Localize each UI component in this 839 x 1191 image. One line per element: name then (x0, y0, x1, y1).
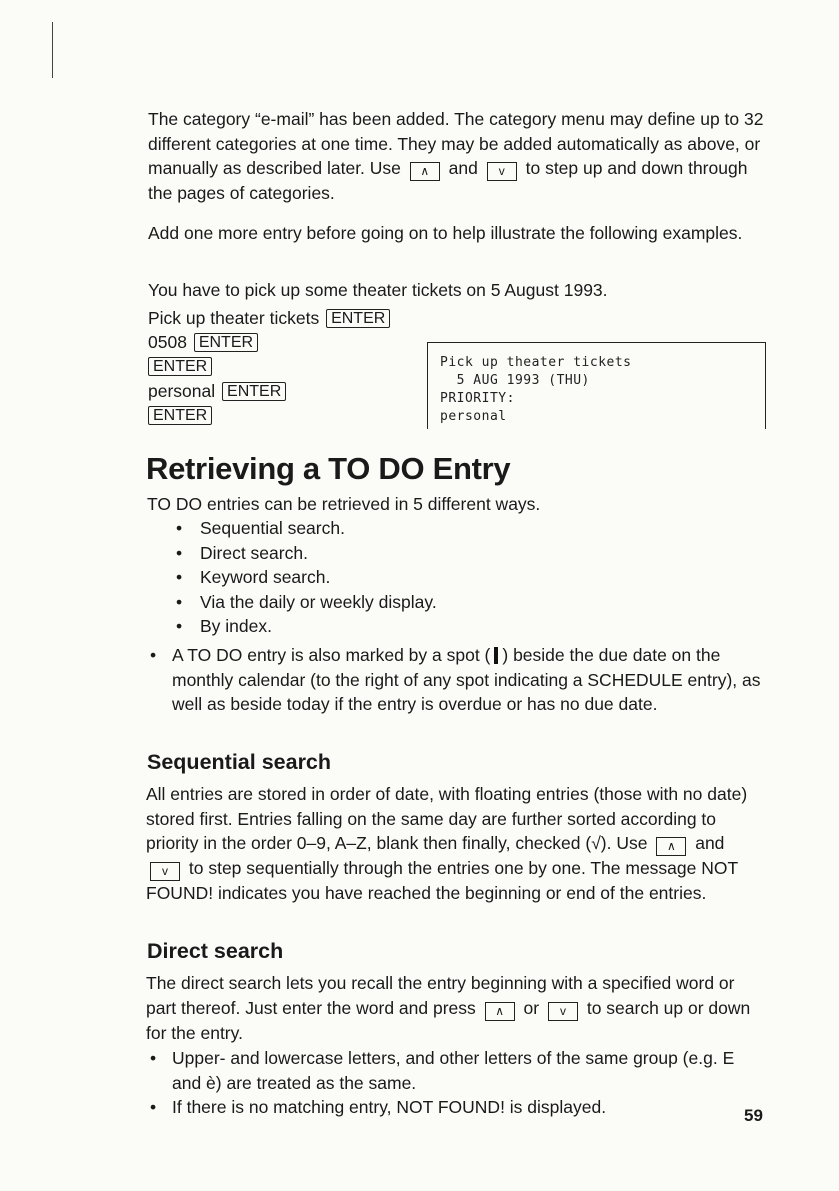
list-item: • A TO DO entry is also marked by a spot ( ) beside the due date on the monthly calendar (to the right of any spot indicating a SCHEDULE entry), as well as beside today if the entry is overdue or has no due date. (148, 643, 768, 717)
intro-paragraph: The category “e-mail” has been added. The category menu may define up to 32 different categories at one time. They may be added automatically as above, or manually as described later. Use ∧ and v to step up and down through the pages of categories. (148, 109, 764, 203)
direct-search-notes (148, 1046, 768, 1120)
spot-note-list (148, 643, 768, 717)
list-item: • If there is no matching entry, NOT FOUND! is displayed. (148, 1095, 768, 1120)
todo-spot-icon (494, 647, 498, 664)
list-item: • Via the daily or weekly display. (148, 590, 768, 615)
direct-search-heading: Direct search (147, 939, 284, 963)
lcd-line: Pick up theater tickets (440, 355, 632, 370)
sequential-search-heading: Sequential search (147, 750, 332, 774)
down-arrow-key-icon: v (548, 1002, 578, 1021)
example-paragraph: You have to pick up some theater tickets on 5 August 1993. (148, 280, 608, 300)
enter-key-icon: ENTER (148, 406, 212, 425)
enter-key-icon: ENTER (222, 382, 286, 401)
key-step-5 (148, 403, 214, 427)
direct-search-text: The direct search lets you recall the entry beginning with a specified word or part thereof. Just enter the word and press ∧ or v to search up or down for the entry. (146, 973, 751, 1043)
retrieval-methods-list (148, 516, 768, 639)
up-arrow-key-icon: ∧ (410, 162, 440, 181)
margin-rule (52, 22, 53, 78)
up-arrow-key-icon: ∧ (656, 837, 686, 856)
list-item: • Upper- and lowercase letters, and other letters of the same group (e.g. E and è) are treated as the same. (148, 1046, 768, 1095)
list-item: • Sequential search. (148, 516, 768, 541)
lcd-line: personal (440, 409, 507, 424)
key-step-2: 0508 ENTER (148, 330, 260, 354)
sequential-search-text: All entries are stored in order of date, with floating entries (those with no date) stored first. Entries falling on the same day are further sorted according to priority in the order 0–9, A–Z, blank then finally, checked (√). Use ∧ and v to step sequentially through the entries one by one. The message NOT FOUND! indicates you have reached the beginning or end of the entries. (146, 784, 748, 903)
enter-key-icon: ENTER (194, 333, 258, 352)
key-step-1: Pick up theater tickets ENTER (148, 306, 392, 330)
up-arrow-key-icon: ∧ (485, 1002, 515, 1021)
list-item: • Keyword search. (148, 565, 768, 590)
instruction-paragraph: Add one more entry before going on to help illustrate the following examples. (148, 223, 743, 243)
list-item: • Direct search. (148, 541, 768, 566)
section-intro: TO DO entries can be retrieved in 5 different ways. (147, 494, 541, 514)
key-step-4: personal ENTER (148, 379, 288, 403)
lcd-line: PRIORITY: (440, 391, 515, 406)
enter-key-icon: ENTER (148, 357, 212, 376)
enter-key-icon: ENTER (326, 309, 390, 328)
down-arrow-key-icon: v (487, 162, 517, 181)
section-title: Retrieving a TO DO Entry (146, 451, 511, 486)
list-item: • By index. (148, 614, 768, 639)
lcd-line: 5 AUG 1993 (THU) (440, 373, 590, 388)
down-arrow-key-icon: v (150, 862, 180, 881)
page-number: 59 (744, 1106, 763, 1125)
lcd-display (427, 342, 766, 429)
key-step-3 (148, 354, 214, 378)
